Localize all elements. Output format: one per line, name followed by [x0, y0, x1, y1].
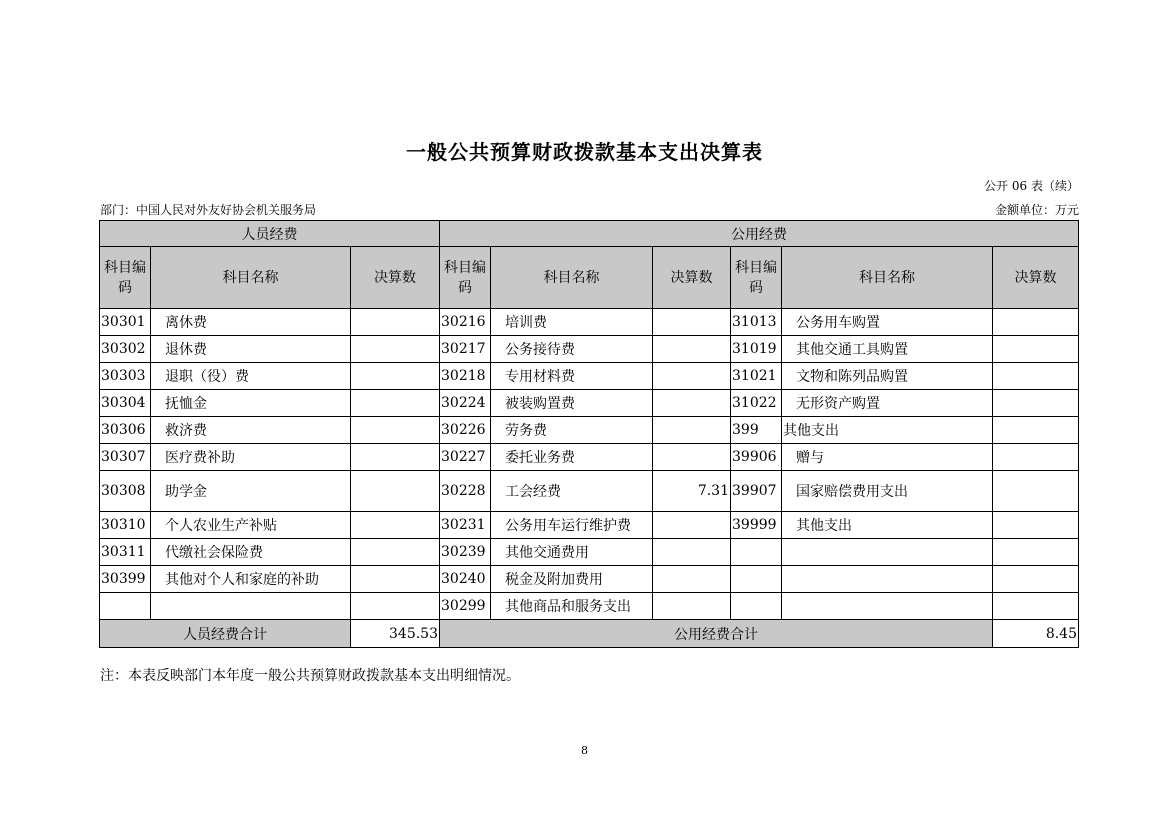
other-amount-cell: [993, 390, 1079, 417]
column-header-row: [100, 247, 1079, 309]
other-name-cell: 其他交通工具购置: [782, 336, 993, 363]
public-code-cell: 30226: [440, 417, 491, 444]
public-code-cell: 30216: [440, 309, 491, 336]
other-code-cell: 31013: [731, 309, 782, 336]
other-name-cell: 公务用车购置: [782, 309, 993, 336]
other-code-cell: 31022: [731, 390, 782, 417]
public-amount-cell: [653, 309, 731, 336]
public-amount-cell: [653, 336, 731, 363]
personnel-code-cell: 30302: [100, 336, 151, 363]
other-code-cell: 39907: [731, 471, 782, 512]
public-code-cell: 30231: [440, 512, 491, 539]
other-name-cell: [782, 566, 993, 593]
other-amount-cell: [993, 539, 1079, 566]
other-amount-cell: [993, 309, 1079, 336]
other-code-cell: 39906: [731, 444, 782, 471]
personnel-code-cell: 30304: [100, 390, 151, 417]
group-header-row: [100, 221, 1079, 247]
personnel-name-cell: 个人农业生产补贴: [151, 512, 351, 539]
other-amount-cell: [993, 512, 1079, 539]
personnel-code-cell: 30303: [100, 363, 151, 390]
personnel-group-header: 人员经费: [100, 221, 440, 247]
public-code-cell: 30240: [440, 566, 491, 593]
amount-header: 决算数: [351, 247, 440, 309]
other-code-cell: [731, 566, 782, 593]
personnel-total-value: 345.53: [351, 620, 440, 648]
public-name-cell: 委托业务费: [491, 444, 653, 471]
personnel-amount-cell: [351, 444, 440, 471]
table-row: [100, 363, 1079, 390]
table-id: 公开 06 表（续）: [984, 179, 1079, 193]
other-amount-cell: [993, 363, 1079, 390]
amount-header: 决算数: [993, 247, 1079, 309]
public-amount-cell: [653, 593, 731, 620]
other-amount-cell: [993, 471, 1079, 512]
public-amount-cell: [653, 363, 731, 390]
public-name-cell: 公务接待费: [491, 336, 653, 363]
table-row: [100, 593, 1079, 620]
table-row: [100, 512, 1079, 539]
other-name-cell: 其他支出: [782, 512, 993, 539]
other-name-cell: [782, 593, 993, 620]
other-amount-cell: [993, 566, 1079, 593]
personnel-code-cell: [100, 593, 151, 620]
personnel-amount-cell: [351, 539, 440, 566]
public-code-cell: 30224: [440, 390, 491, 417]
public-amount-cell: [653, 417, 731, 444]
public-name-cell: 公务用车运行维护费: [491, 512, 653, 539]
page-title: 一般公共预算财政拨款基本支出决算表: [406, 140, 763, 164]
other-code-cell: 39999: [731, 512, 782, 539]
other-code-cell: 399: [731, 417, 782, 444]
other-name-cell: 国家赔偿费用支出: [782, 471, 993, 512]
personnel-amount-cell: [351, 363, 440, 390]
table-row: [100, 444, 1079, 471]
personnel-name-cell: [151, 593, 351, 620]
other-name-cell: 无形资产购置: [782, 390, 993, 417]
other-name-cell: 赠与: [782, 444, 993, 471]
public-code-cell: 30218: [440, 363, 491, 390]
personnel-name-cell: 医疗费补助: [151, 444, 351, 471]
personnel-code-cell: 30307: [100, 444, 151, 471]
public-name-cell: 税金及附加费用: [491, 566, 653, 593]
personnel-total-label: 人员经费合计: [100, 620, 351, 648]
code-header: 科目编 码: [100, 247, 151, 309]
table-row: [100, 309, 1079, 336]
public-name-cell: 培训费: [491, 309, 653, 336]
other-code-cell: 31019: [731, 336, 782, 363]
other-name-cell: 文物和陈列品购置: [782, 363, 993, 390]
personnel-amount-cell: [351, 512, 440, 539]
public-code-cell: 30227: [440, 444, 491, 471]
public-amount-cell: [653, 566, 731, 593]
name-header: 科目名称: [782, 247, 993, 309]
public-name-cell: 专用材料费: [491, 363, 653, 390]
personnel-name-cell: 退职（役）费: [151, 363, 351, 390]
other-name-cell: [782, 539, 993, 566]
personnel-code-cell: 30311: [100, 539, 151, 566]
public-code-cell: 30228: [440, 471, 491, 512]
public-code-cell: 30299: [440, 593, 491, 620]
other-amount-cell: [993, 336, 1079, 363]
public-name-cell: 其他商品和服务支出: [491, 593, 653, 620]
department-label: 部门：中国人民对外友好协会机关服务局: [100, 203, 317, 217]
other-code-cell: 31021: [731, 363, 782, 390]
public-amount-cell: [653, 390, 731, 417]
table-row: [100, 471, 1079, 512]
public-name-cell: 其他交通费用: [491, 539, 653, 566]
table-row: [100, 390, 1079, 417]
public-amount-cell: [653, 539, 731, 566]
personnel-name-cell: 代缴社会保险费: [151, 539, 351, 566]
other-name-cell: 其他支出: [782, 417, 993, 444]
personnel-name-cell: 救济费: [151, 417, 351, 444]
table-row: [100, 417, 1079, 444]
page-number: 8: [581, 744, 588, 757]
personnel-name-cell: 离休费: [151, 309, 351, 336]
public-name-cell: 工会经费: [491, 471, 653, 512]
public-name-cell: 劳务费: [491, 417, 653, 444]
code-header: 科目编 码: [731, 247, 782, 309]
personnel-code-cell: 30310: [100, 512, 151, 539]
public-code-cell: 30217: [440, 336, 491, 363]
personnel-code-cell: 30308: [100, 471, 151, 512]
public-group-header: 公用经费: [440, 221, 1079, 247]
other-amount-cell: [993, 417, 1079, 444]
expenditure-table: [99, 220, 1079, 648]
personnel-amount-cell: [351, 566, 440, 593]
personnel-name-cell: 助学金: [151, 471, 351, 512]
totals-row: [100, 620, 1079, 648]
table-row: [100, 539, 1079, 566]
public-name-cell: 被装购置费: [491, 390, 653, 417]
amount-unit: 金额单位：万元: [994, 203, 1079, 217]
personnel-name-cell: 抚恤金: [151, 390, 351, 417]
public-code-cell: 30239: [440, 539, 491, 566]
footnote: 注：本表反映部门本年度一般公共预算财政拨款基本支出明细情况。: [100, 668, 520, 684]
personnel-name-cell: 其他对个人和家庭的补助: [151, 566, 351, 593]
table-row: [100, 336, 1079, 363]
personnel-amount-cell: [351, 417, 440, 444]
public-amount-cell: [653, 512, 731, 539]
amount-header: 决算数: [653, 247, 731, 309]
personnel-code-cell: 30399: [100, 566, 151, 593]
personnel-amount-cell: [351, 309, 440, 336]
other-amount-cell: [993, 593, 1079, 620]
code-header: 科目编 码: [440, 247, 491, 309]
other-amount-cell: [993, 444, 1079, 471]
name-header: 科目名称: [491, 247, 653, 309]
personnel-code-cell: 30301: [100, 309, 151, 336]
personnel-amount-cell: [351, 336, 440, 363]
other-code-cell: [731, 593, 782, 620]
personnel-amount-cell: [351, 471, 440, 512]
public-amount-cell: [653, 444, 731, 471]
public-total-value: 8.45: [993, 620, 1079, 648]
personnel-amount-cell: [351, 593, 440, 620]
other-code-cell: [731, 539, 782, 566]
personnel-amount-cell: [351, 390, 440, 417]
table-row: [100, 566, 1079, 593]
personnel-name-cell: 退休费: [151, 336, 351, 363]
public-amount-cell: 7.31: [653, 471, 731, 512]
name-header: 科目名称: [151, 247, 351, 309]
personnel-code-cell: 30306: [100, 417, 151, 444]
public-total-label: 公用经费合计: [440, 620, 993, 648]
